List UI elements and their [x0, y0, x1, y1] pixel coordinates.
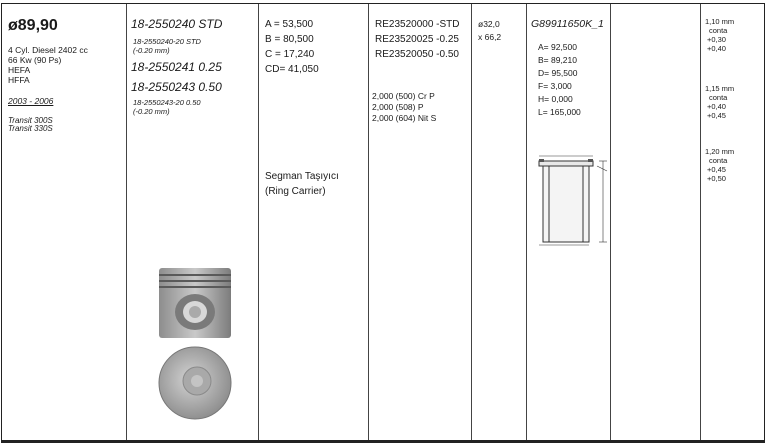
ring-spec: 2,000 (604) Nit S: [372, 113, 437, 123]
vehicle-model: Transit 300S: [8, 116, 53, 125]
liner-dim: F= 3,000: [538, 81, 572, 91]
gasket-thickness: 1,20 mm: [705, 147, 735, 156]
ring-set-code: RE23520000 -STD: [375, 19, 460, 30]
piston-sub-note: (-0.20 mm): [133, 107, 170, 116]
piston-part-number: 18-2550240 STD: [131, 17, 223, 31]
engine-code: HFFA: [8, 75, 30, 85]
dimension-c: C = 17,240: [265, 49, 315, 60]
dimensions-column: [259, 4, 369, 440]
pin-column: [472, 4, 527, 440]
liner-dim: D= 95,500: [538, 68, 578, 78]
piston-top-image: [155, 344, 235, 422]
pin-length: x 66,2: [478, 32, 502, 42]
vehicle-model: Transit 330S: [8, 124, 53, 133]
gasket-label: conta: [709, 93, 728, 102]
piston-column: [127, 4, 259, 440]
piston-side-image: [155, 264, 235, 342]
liner-dim: B= 89,210: [538, 55, 577, 65]
liner-drawing: [533, 153, 611, 249]
gasket-thickness: 1,10 mm: [705, 17, 735, 26]
engine-line: 4 Cyl. Diesel 2402 cc: [8, 45, 88, 55]
gasket-column: [701, 4, 766, 440]
liner-dim: H= 0,000: [538, 94, 573, 104]
piston-sub-number: 18-2550240-20 STD: [133, 37, 201, 46]
engine-code: HEFA: [8, 65, 31, 75]
rings-column: [369, 4, 472, 440]
empty-column: [611, 4, 701, 440]
ring-set-code: RE23520050 -0.50: [375, 49, 459, 60]
gasket-range: +0,45: [707, 111, 726, 120]
liner-dim: L= 165,000: [538, 107, 581, 117]
gasket-label: conta: [709, 26, 728, 35]
gasket-thickness: 1,15 mm: [705, 84, 735, 93]
gasket-range: +0,30: [707, 35, 726, 44]
piston-diameter: ø89,90: [8, 17, 58, 34]
pin-diameter: ø32,0: [478, 19, 500, 29]
ring-carrier-label-en: (Ring Carrier): [265, 186, 326, 197]
piston-part-number: 18-2550243 0.50: [131, 80, 222, 94]
dimension-a: A = 53,500: [265, 19, 314, 30]
piston-part-number: 18-2550241 0.25: [131, 60, 222, 74]
liner-code: G89911650K_1: [531, 18, 604, 30]
piston-sub-number: 18-2550243-20 0.50: [133, 98, 201, 107]
liner-dim: A= 92,500: [538, 42, 577, 52]
dimension-b: B = 80,500: [265, 34, 314, 45]
piston-sub-note: (-0.20 mm): [133, 46, 170, 55]
catalog-table: [1, 3, 765, 443]
ring-spec: 2,000 (508) P: [372, 102, 424, 112]
gasket-range: +0,45: [707, 165, 726, 174]
liner-column: [527, 4, 611, 440]
engine-line: 66 Kw (90 Ps): [8, 55, 62, 65]
dimension-cd: CD= 41,050: [265, 64, 319, 75]
year-range: 2003 - 2006: [8, 96, 54, 106]
application-column: [2, 4, 127, 440]
gasket-label: conta: [709, 156, 728, 165]
ring-carrier-label: Segman Taşıyıcı: [265, 171, 339, 182]
gasket-range: +0,40: [707, 44, 726, 53]
gasket-range: +0,50: [707, 174, 726, 183]
ring-set-code: RE23520025 -0.25: [375, 34, 459, 45]
gasket-range: +0,40: [707, 102, 726, 111]
ring-spec: 2,000 (500) Cr P: [372, 91, 435, 101]
